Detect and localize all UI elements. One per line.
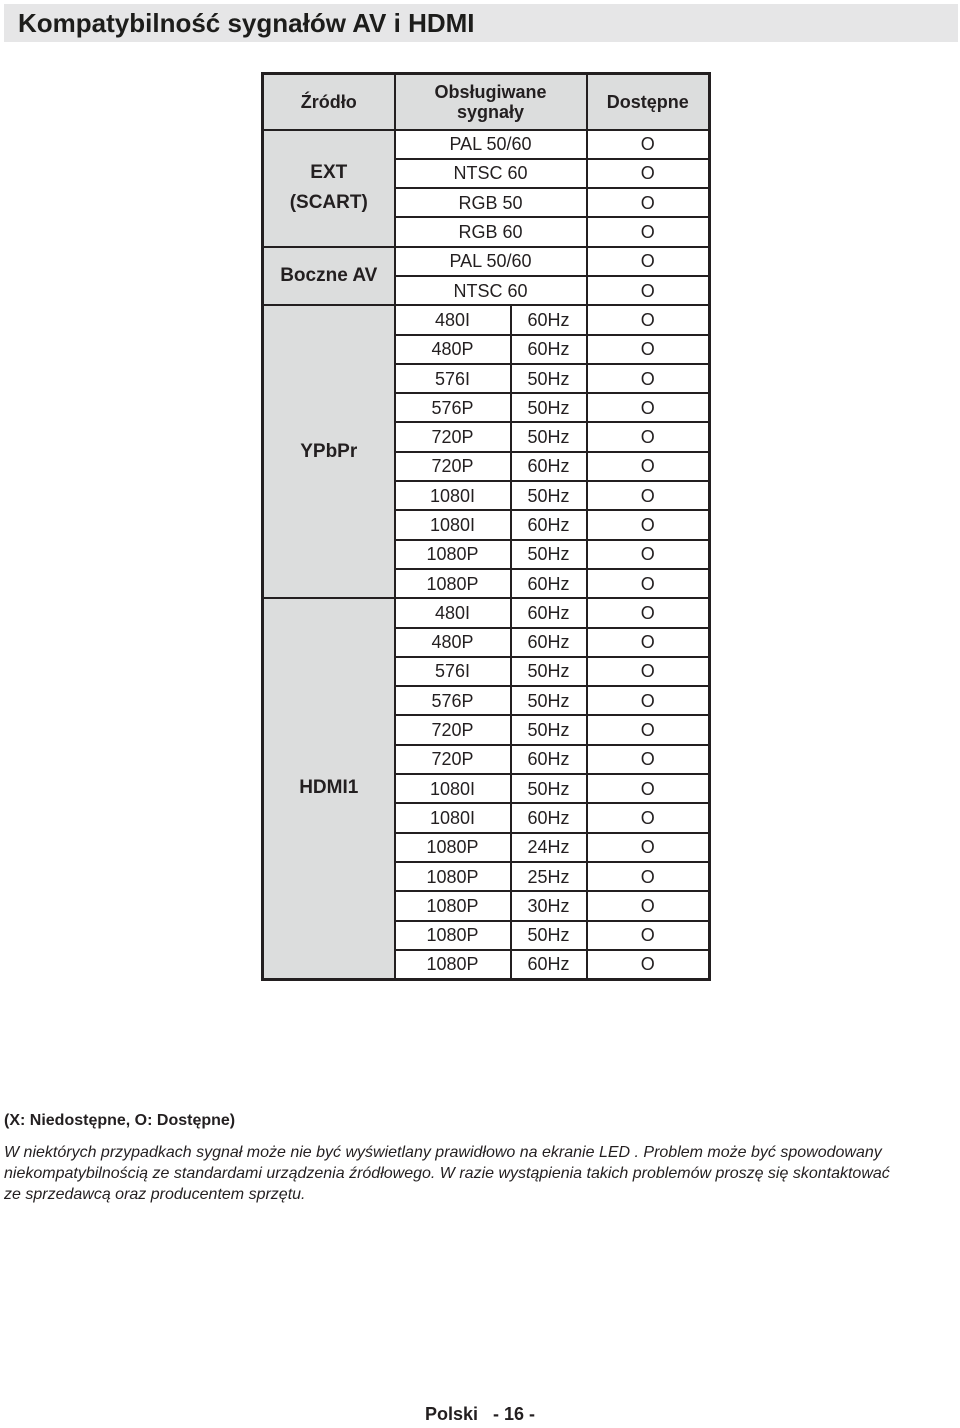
signal-cell: NTSC 60 [395, 159, 587, 188]
source-label: EXT [310, 162, 348, 184]
availability-cell: O [587, 247, 710, 276]
resolution-cell: 1080I [395, 481, 511, 510]
availability-cell: O [587, 950, 710, 979]
resolution-cell: 1080I [395, 510, 511, 539]
resolution-cell: 576P [395, 393, 511, 422]
table-body [263, 130, 710, 980]
frequency-cell: 50Hz [511, 774, 587, 803]
frequency-cell: 50Hz [511, 540, 587, 569]
availability-cell: O [587, 803, 710, 832]
signal-cell: NTSC 60 [395, 276, 587, 305]
frequency-cell: 50Hz [511, 422, 587, 451]
resolution-cell: 1080I [395, 803, 511, 832]
resolution-cell: 720P [395, 715, 511, 744]
resolution-cell: 576P [395, 686, 511, 715]
table-row [263, 130, 710, 159]
header-available: Dostępne [587, 74, 710, 130]
source-cell [263, 598, 395, 979]
availability-cell: O [587, 921, 710, 950]
table-row [263, 305, 710, 334]
frequency-cell: 50Hz [511, 393, 587, 422]
compatibility-note [4, 1142, 960, 1205]
resolution-cell: 1080P [395, 540, 511, 569]
frequency-cell: 24Hz [511, 833, 587, 862]
source-label: HDMI1 [299, 777, 359, 799]
frequency-cell: 60Hz [511, 803, 587, 832]
resolution-cell: 720P [395, 745, 511, 774]
signal-cell: RGB 60 [395, 217, 587, 246]
frequency-cell: 50Hz [511, 481, 587, 510]
frequency-cell: 60Hz [511, 510, 587, 539]
availability-cell: O [587, 657, 710, 686]
source-cell [263, 130, 395, 247]
resolution-cell: 1080P [395, 569, 511, 598]
footer-language: Polski [424, 1404, 478, 1424]
availability-cell: O [587, 364, 710, 393]
frequency-cell: 60Hz [511, 569, 587, 598]
resolution-cell: 1080P [395, 921, 511, 950]
source-label: Boczne AV [280, 264, 378, 286]
source-cell [263, 247, 395, 306]
source-label: YPbPr [300, 440, 358, 462]
resolution-cell: 480P [395, 335, 511, 364]
frequency-cell: 50Hz [511, 686, 587, 715]
availability-cell: O [587, 305, 710, 334]
frequency-cell: 60Hz [511, 745, 587, 774]
availability-cell: O [587, 130, 710, 159]
header-signals: Obsługiwane sygnały [395, 74, 587, 130]
availability-cell: O [587, 335, 710, 364]
availability-cell: O [587, 217, 710, 246]
resolution-cell: 1080P [395, 891, 511, 920]
frequency-cell: 50Hz [511, 364, 587, 393]
availability-cell: O [587, 774, 710, 803]
frequency-cell: 50Hz [511, 657, 587, 686]
availability-cell: O [587, 540, 710, 569]
availability-cell: O [587, 452, 710, 481]
availability-cell: O [587, 510, 710, 539]
note-line: ze sprzedawcą oraz producentem sprzętu. [4, 1186, 306, 1203]
availability-cell: O [587, 393, 710, 422]
frequency-cell: 50Hz [511, 921, 587, 950]
availability-cell: O [587, 422, 710, 451]
resolution-cell: 720P [395, 452, 511, 481]
frequency-cell: 30Hz [511, 891, 587, 920]
resolution-cell: 1080I [395, 774, 511, 803]
source-cell [263, 305, 395, 598]
resolution-cell: 576I [395, 364, 511, 393]
availability-cell: O [587, 188, 710, 217]
resolution-cell: 720P [395, 422, 511, 451]
page-footer [0, 1404, 960, 1425]
resolution-cell: 576I [395, 657, 511, 686]
availability-cell: O [587, 715, 710, 744]
table-row [263, 247, 710, 276]
footer-page-number: - 16 - [493, 1404, 536, 1424]
availability-cell: O [587, 628, 710, 657]
availability-cell: O [587, 891, 710, 920]
signal-compatibility-table [261, 72, 711, 981]
page-title: Kompatybilność sygnałów AV i HDMI [4, 4, 958, 42]
availability-cell: O [587, 686, 710, 715]
signal-cell: RGB 50 [395, 188, 587, 217]
frequency-cell: 60Hz [511, 305, 587, 334]
frequency-cell: 60Hz [511, 598, 587, 627]
legend-text: (X: Niedostępne, O: Dostępne) [4, 1112, 236, 1129]
frequency-cell: 60Hz [511, 628, 587, 657]
availability-cell: O [587, 833, 710, 862]
resolution-cell: 480P [395, 628, 511, 657]
frequency-cell: 60Hz [511, 950, 587, 979]
resolution-cell: 480I [395, 598, 511, 627]
resolution-cell: 1080P [395, 862, 511, 891]
frequency-cell: 60Hz [511, 452, 587, 481]
availability-cell: O [587, 159, 710, 188]
frequency-cell: 60Hz [511, 335, 587, 364]
frequency-cell: 50Hz [511, 715, 587, 744]
availability-cell: O [587, 862, 710, 891]
table-header-row [263, 74, 710, 130]
availability-cell: O [587, 569, 710, 598]
availability-cell: O [587, 276, 710, 305]
signal-cell: PAL 50/60 [395, 247, 587, 276]
resolution-cell: 1080P [395, 950, 511, 979]
note-line: niekompatybilnością ze standardami urządzenia źródłowego. W razie wystąpienia takich problemów proszę się skontaktować [4, 1165, 890, 1182]
source-label: (SCART) [289, 192, 368, 214]
note-line: W niektórych przypadkach sygnał może nie być wyświetlany prawidłowo na ekranie LED . Problem może być spowodowany [4, 1144, 882, 1161]
availability-cell: O [587, 745, 710, 774]
table-row [263, 598, 710, 627]
availability-cell: O [587, 481, 710, 510]
resolution-cell: 480I [395, 305, 511, 334]
availability-cell: O [587, 598, 710, 627]
header-source: Źródło [263, 74, 395, 130]
signal-cell: PAL 50/60 [395, 130, 587, 159]
resolution-cell: 1080P [395, 833, 511, 862]
frequency-cell: 25Hz [511, 862, 587, 891]
